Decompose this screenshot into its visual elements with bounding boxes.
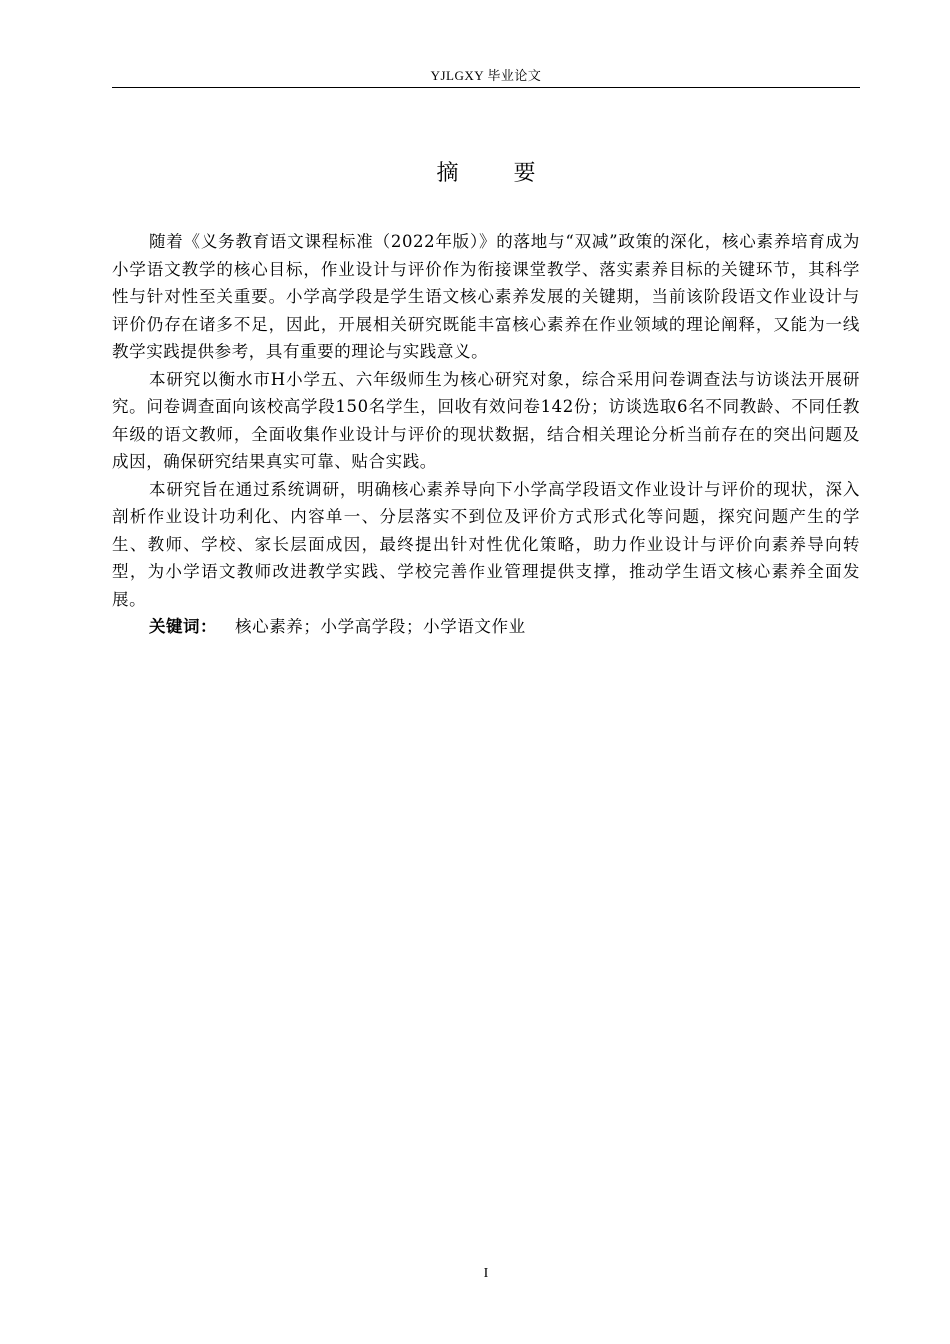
abstract-paragraph-1: 随着《义务教育语文课程标准（2022年版）》的落地与“双减”政策的深化，核心素养培育成为小学语文教学的核心目标，作业设计与评价作为衔接课堂教学、落实素养目标的关键环节，其科学性与针对性至关重要。小学高学段是学生语文核心素养发展的关键期，当前该阶段语文作业设计与评价仍存在诸多不足，因此，开展相关研究既能丰富核心素养在作业领域的理论阐释，又能为一线教学实践提供参考，具有重要的理论与实践意义。 bbox=[112, 232, 860, 361]
abstract-title: 摘 要 bbox=[436, 161, 560, 186]
running-header: YJLGXY 毕业论文 bbox=[430, 68, 542, 83]
page-number: I bbox=[483, 1266, 489, 1281]
abstract-paragraph-3: 本研究旨在通过系统调研，明确核心素养导向下小学高学段语文作业设计与评价的现状，深入剖析作业设计功利化、内容单一、分层落实不到位及评价方式形式化等问题，探究问题产生的学生、教师、学校、家长层面成因，最终提出针对性优化策略，助力作业设计与评价向素养导向转型，为小学语文教师改进教学实践、学校完善作业管理提供支撑，推动学生语文核心素养全面发展。 bbox=[112, 479, 860, 609]
keywords-text: 核心素养；小学高学段；小学语文作业 bbox=[235, 617, 526, 636]
keywords-line bbox=[112, 613, 860, 641]
abstract-body bbox=[112, 228, 860, 641]
keywords-label: 关键词： bbox=[149, 617, 217, 636]
abstract-paragraph-2: 本研究以衡水市H小学五、六年级师生为核心研究对象，综合采用问卷调查法与访谈法开展研究。问卷调查面向该校高学段150名学生，回收有效问卷142份；访谈选取6名不同教龄、不同任教年级的语文教师，全面收集作业设计与评价的现状数据，结合相关理论分析当前存在的突出问题及成因，确保研究结果真实可靠、贴合实践。 bbox=[112, 369, 860, 471]
header-divider bbox=[112, 87, 860, 88]
